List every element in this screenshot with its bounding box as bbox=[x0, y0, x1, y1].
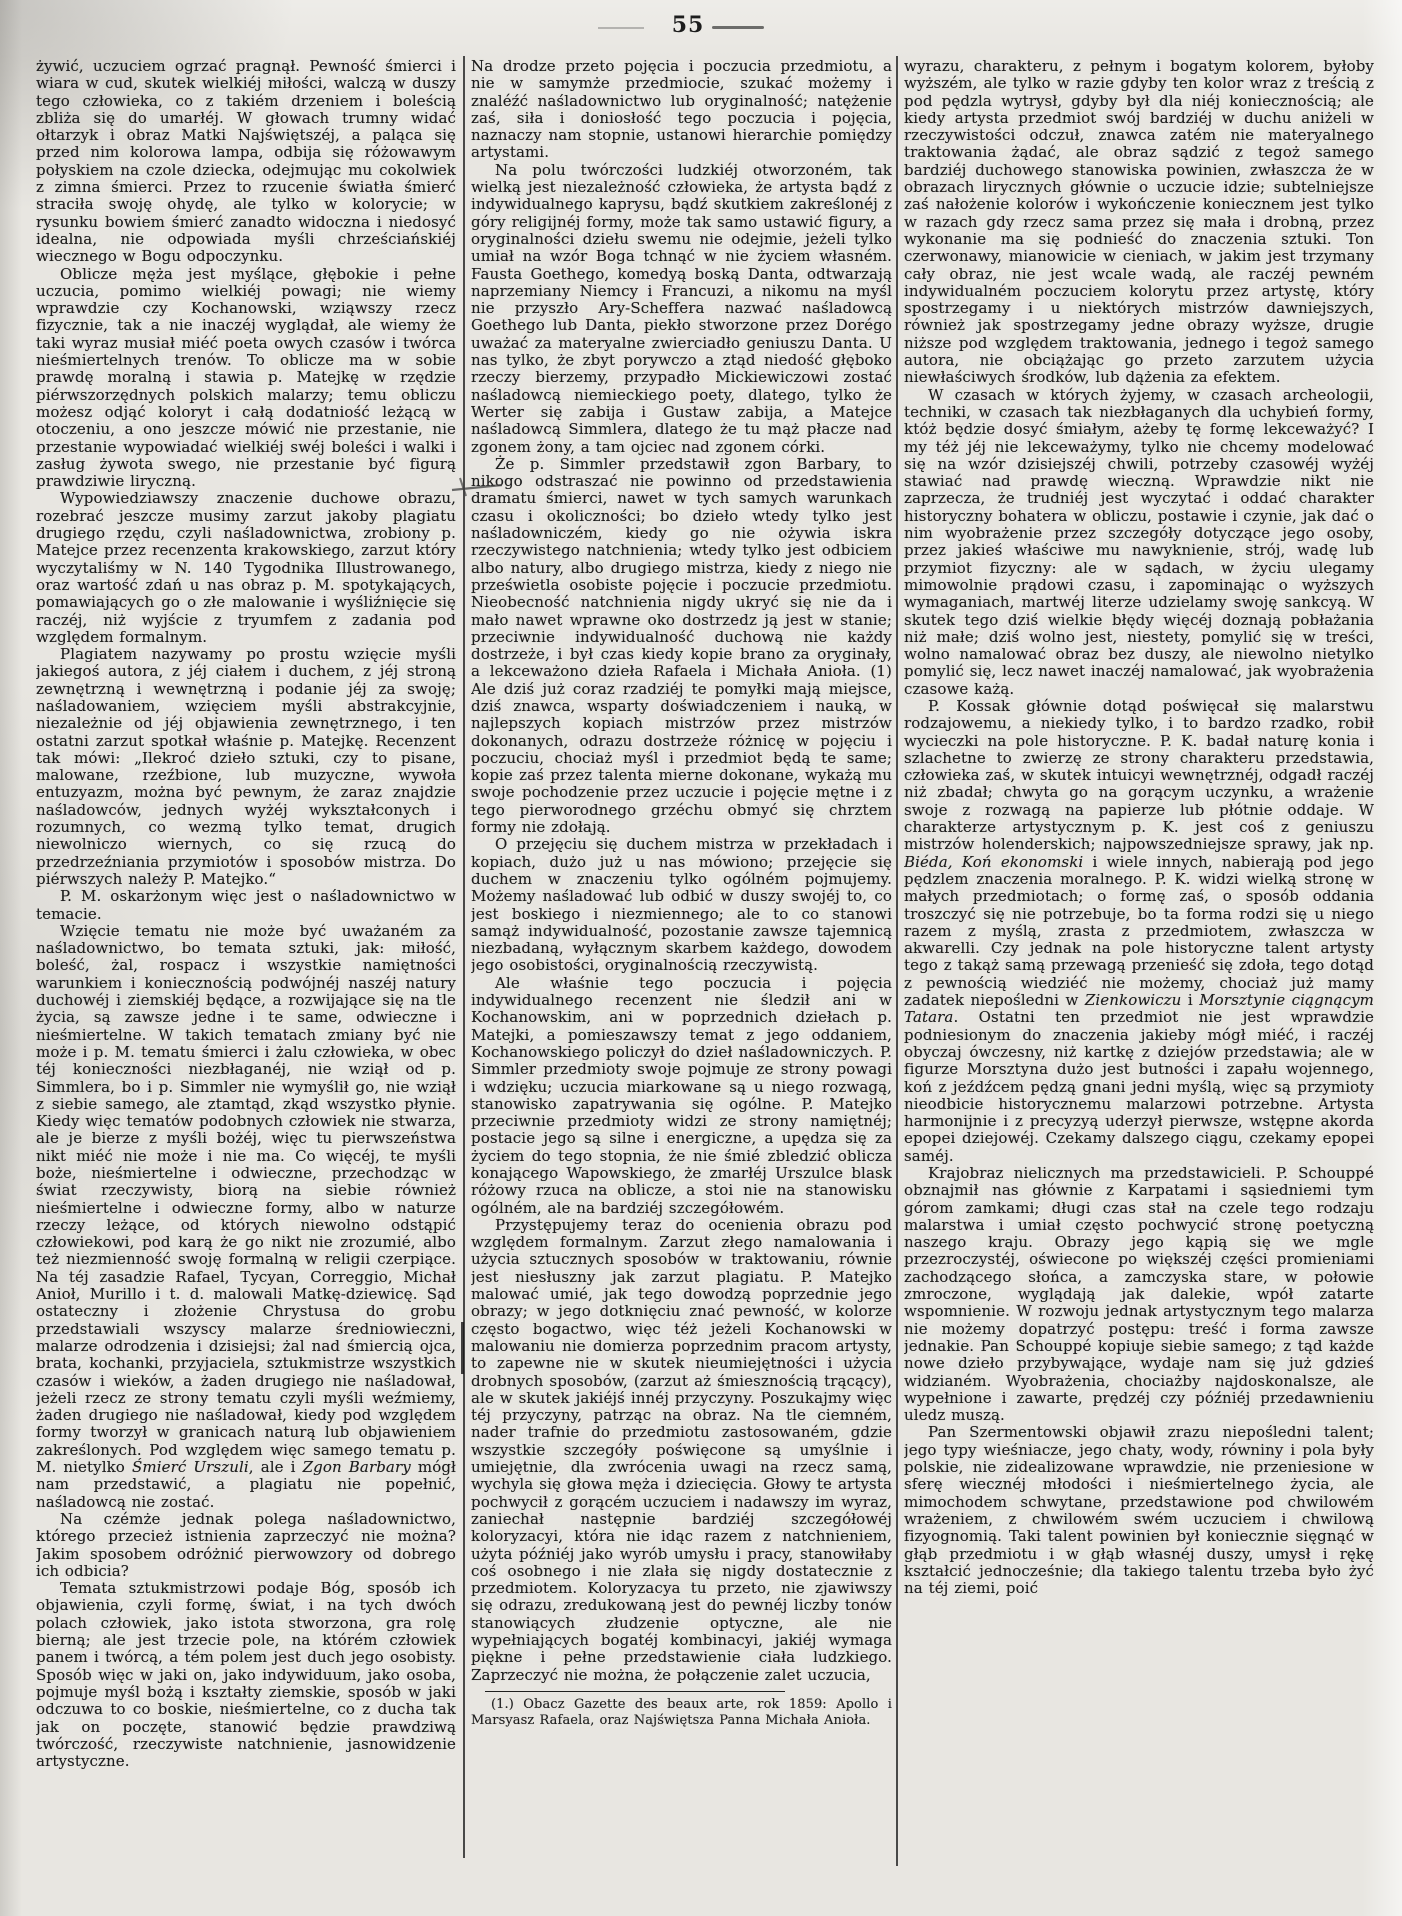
text-run: . Ostatni ten przedmiot nie jest wprawdzie podniesionym do znaczenia jakieby mógł miéć, i raczéj obyczaj ówczesny, niż kartkę z dziejów przedstawia; ale w figurze Morsztyna dużo jest butności i zapału wojennego, koń z jeźdźcem pędzą gnani jedni myślą, więc są przymioty nieodbicie historycznemu malarzowi potrzebne. Artysta harmonijnie i z precyzyą uderzył pierwsze, wstępne akorda epopei dziejowéj. Czekamy dalszego ciągu, czekamy epopei saméj. bbox=[904, 1008, 1374, 1165]
text-run: mógł nam przedstawić, a plagiatu nie popełnić, naśladowcą nie zostać. bbox=[36, 1458, 456, 1511]
paragraph bbox=[36, 923, 456, 1511]
pen-mark-icon bbox=[450, 474, 508, 500]
text-run: Przystępujemy teraz do ocenienia obrazu pod względem formalnym. Zarzut złego namalowania i użycia sztucznych sposobów w traktowaniu, równie jest niesłuszny jak zarzut plagiatu. P. Matejko malować umié, jak tego dowodzą poprzednie jego obrazy; w jego dotknięciu znać pewność, w kolorze często bogactwo, więc téż jeżeli Kochanowski w malowaniu nie domierza poprzednim pracom artysty, to zapewne nie w skutek nieumiejętności i użycia drobnych sposobów, (zarzut aż śmiesznością trącący), ale w skutek jakiéjś innéj przyczyny. Poszukajmy więc téj przyczyny, patrząc na obraz. Na tle ciemném, nader trafnie do przedmiotu zastosowaném, gdzie wszystkie szczegóły poświęcone są umyślnie i umiejętnie, dla zwrócenia uwagi na rzecz samą, wychyla się głowa męża i dziecięcia. Głowy te artysta pochwycił z gorącém uczuciem i nadawszy im wyraz, zaniechał następnie bardziéj szczegółowéj koloryzacyi, która nie idąc razem z natchnieniem, użyta późniéj jako wyrób umysłu i pracy, stanowiłaby coś osobnego i nie zlała się nigdy dostatecznie z przedmiotem. Koloryzacya tu przeto, nie zjawiwszy się odrazu, zredukowaną jest do pewnéj liczby tonów stanowiących złudzenie optyczne, ale nie wypełniających bogatéj kombinacyi, jakiéj wymaga piękne i pełne przedstawienie ciała ludzkiego. Zaprzeczyć nie można, że połączenie zalet uczucia, bbox=[471, 1215, 892, 1684]
text-run: żywić, uczuciem ogrzać pragnął. Pewność śmierci i wiara w cud, skutek wielkiéj miłości, walczą w duszy tego człowieka, co z takiém drzeniem i boleścią zbliża się do umarłéj. W głowach trumny widać ołtarzyk i obraz Matki Najświętszéj, a paląca się przed nim kolorowa lampa, odbija się różowawym połyskiem na czole dziecka, odejmując mu cokolwiek z zimna śmierci. Przez to rzucenie światła śmierć straciła swoję ohydę, ale tylko w kolorycie; w rysunku bowiem śmierć zanadto widoczna i niedosyć idealna, nie odpowiada myśli chrześciańskiéj wiecznego w Bogu odpoczynku. bbox=[36, 58, 456, 266]
text-run: P. Kossak głównie dotąd poświęcał się malarstwu rodzajowemu, a niekiedy tylko, i to bardzo rzadko, robił wycieczki na pole historyczne. P. K. badał naturę konia i szlachetne to zwierzę ze strony charakteru przedstawia, człowieka zaś, w skutek intuicyi wewnętrznéj, odgadł raczéj niż zbadał; chwyta go na gorącym uczynku, a wrażenie swoje z rozwagą na papierze lub płótnie oddaje. W charakterze artystycznym p. K. jest coś z geniuszu mistrzów holenderskich; najpowszedniejsze sprawy, jak np. bbox=[904, 696, 1374, 854]
paragraph bbox=[36, 1580, 456, 1770]
column-divider-1 bbox=[463, 56, 465, 1858]
text-run: Temata sztukmistrzowi podaje Bóg, sposób ich objawienia, czyli formę, świat, i na tych dwóch polach człowiek, jako istota stworzona, gra rolę bierną; ale jest trzecie pole, na którém człowiek panem i twórcą, a tém polem jest duch jego osobisty. Sposób więc w jaki on, jako indywiduum, jako osoba, pojmuje myśl bożą i kształty ziemskie, sposób w jaki odczuwa to co boskie, nieśmiertelne, co z ducha tak jak on poczęte, stanowić będzie prawdziwą twórczość, rzeczywiste natchnienie, jasnowidzenie artystyczne. bbox=[36, 1579, 456, 1771]
italic-run: Morsztynie ciągnącym Tatara bbox=[904, 991, 1374, 1027]
footnote-text: (1.) Obacz Gazette des beaux arte, rok 1859: Apollo i Marsyasz Rafaela, oraz Najświętsza Panna Michała Anioła. bbox=[471, 1696, 892, 1728]
column-divider-1-ink-blot bbox=[461, 1322, 464, 1374]
text-column-1 bbox=[36, 58, 456, 1853]
paragraph bbox=[36, 1511, 456, 1580]
text-run: i bbox=[1181, 991, 1200, 1010]
paragraph bbox=[904, 387, 1374, 698]
italic-run: Biéda, Koń ekonomski bbox=[904, 852, 1084, 871]
text-run: Wypowiedziawszy znaczenie duchowe obrazu, rozebrać jeszcze musimy zarzut jakoby plagiatu drugiego rzędu, czyli naśladownictwa, zrobiony p. Matejce przez recenzenta krakowskiego, zarzut który wyczytaliśmy w N. 140 Tygodnika Illustrowanego, oraz wartość zdań u nas obraz p. M. spotykających, pomawiających go o złe malowanie i wyśliźnięcie się raczéj, niż wyjście z tryumfem z zadania pod względem formalnym. bbox=[36, 489, 456, 646]
text-run: P. M. oskarżonym więc jest o naśladownictwo w temacie. bbox=[36, 887, 456, 923]
text-column-2 bbox=[471, 58, 892, 1866]
footnote-rule bbox=[485, 1691, 785, 1692]
italic-run: Zgon Barbary bbox=[302, 1458, 411, 1477]
italic-run: Zienkowiczu bbox=[1084, 991, 1182, 1010]
text-run: Oblicze męża jest myślące, głębokie i pełne uczucia, pomimo wielkiéj powagi; nie wiemy wprawdzie czy Kochanowski, wziąwszy rzecz fizycznie, tak a nie inaczéj wyglądał, ale wiemy że taki wyraz musiał miéć poeta owych czasów i twórca nieśmiertelnych trenów. To oblicze ma w sobie prawdę moralną i stawia p. Matejkę w rzędzie piérwszorzędnych polskich malarzy; temu obliczu możesz odjąć koloryt i całą dodatniość leżącą w otoczeniu, a ono jeszcze mówić nie przestanie, nie przestanie wypowiadać wielkiéj swéj boleści i walki i zasług żywota swego, nie przestanie być figurą prawdziwie liryczną. bbox=[36, 264, 456, 491]
text-column-3 bbox=[904, 58, 1374, 1870]
paragraph bbox=[471, 975, 892, 1217]
paragraph bbox=[36, 58, 456, 266]
page-number: 55 bbox=[671, 12, 705, 38]
paragraph bbox=[36, 888, 456, 923]
paragraph bbox=[904, 1424, 1374, 1597]
text-run: i wiele innych, nabierają pod jego pędzlem znaczenia moralnego. P. K. widzi wielką stronę w małych przedmiotach; o formę zaś, o sposób oddania troszczyć się nie potrzebuje, bo ta forma rodzi się u niego razem z myślą, zrasta z przedmiotem, zwłaszcza w akwarelli. Czy jednak na pole historyczne talent artysty tego z takąż samą przewagą przenieść się zdoła, tego dotąd z pewnością wiedziéć nie możemy, chociaż już mamy zadatek niepośledni w bbox=[904, 852, 1374, 1010]
text-run: Krajobraz nielicznych ma przedstawicieli. P. Schouppé obznajmił nas głównie z Karpatami i sąsiedniemi tym górom zamkami; długi czas stał na czele tego rodzaju malarstwa i umiał często pochwycić stronę poetyczną naszego kraju. Obrazy jego kąpią się we mgle przezroczystéj, oświecone po większéj części promieniami zachodzącego słońca, a zamczyska stare, w połowie zmroczone, wyglądają jak dalekie, wpół zatarte wspomnienie. W rozwoju jednak artystycznym tego malarza nie możemy dopatrzyć postępu: treść i forma zawsze jednakie. Pan Schouppé kopiuje siebie samego; z tąd każde nowe dzieło przybywające, wydaje nam się już gdzieś widzianém. Wyobrażenia, chociażby najdoskonalsze, ale wypełnione i zawarte, prędzéj czy późniéj przedawnieniu uledz muszą. bbox=[904, 1164, 1374, 1425]
text-run: wyrazu, charakteru, z pełnym i bogatym kolorem, byłoby wyższém, ale tylko w razie gdyby ten kolor wraz z treścią z pod pędzla wytrysł, gdyby był dla niéj koniecznością; ale kiedy artysta przedmiot swój bardziéj w duchu aniżeli w rzeczywistości odczuł, znawca zatém nie materyalnego traktowania żądać, ale obraz sądzić z tegoż samego bardziéj duchowego stanowiska powinien, zwłaszcza że w obrazach lirycznych głównie o uczucie idzie; subtelniejsze zaś nałożenie kolorów i wykończenie koniecznem jest tylko w razach gdy rzecz sama przez się mała i drobną, przez wykonanie ma się podnieść do znaczenia sztuki. Ton czerwonawy, mianowicie w cieniach, w jakim jest trzymany cały obraz, nie jest wcale wadą, ale raczéj pewném indywidualném poczuciem kolorytu przez artystę, który spostrzegamy i u niektórych mistrzów dawniejszych, również jak spostrzegamy jedne obrazy wyższe, drugie niższe pod względem traktowania, jednego i tegoż samego autora, nie obciążając go przeto zarzutem użycia niewłaściwych środków, lub dążenia za efektem. bbox=[904, 58, 1374, 387]
paragraph bbox=[36, 266, 456, 491]
text-run: Że p. Simmler przedstawił zgon Barbary, to nikogo odstraszać nie powinno od przedstawienia dramatu śmierci, nawet w tych samych warunkach czasu i okoliczności; bo dzieło wtedy tylko jest naśladowniczém, kiedy go nie ożywia iskra rzeczywistego natchnienia; wtedy tylko jest odbiciem albo natury, albo drugiego mistrza, kiedy z niego nie prześwietla osobiste pojęcie i poczucie przedmiotu. Nieobecność natchnienia nigdy ukryć się nie da i mało nawet wprawne oko dostrzedz ją jest w stanie; przeciwnie indywidualność duchową nie każdy dostrzeże, i był czas kiedy kopie brano za oryginały, a lekceważono dzieła Rafaela i Michała Anioła. (1) Ale dziś już coraz rzadziéj te pomyłki mają miejsce, dziś znawca, wsparty doświadczeniem i nauką, w najlepszych kopiach mistrzów przez mistrzów dokonanych, odrazu dostrzeże różnicę w pojęciu i poczuciu, chociaż myśl i przedmiot będą te same; kopie zaś przez talenta mierne dokonane, wykażą mu swoje pochodzenie przez uczucie i pojęcie mętne i z tego pierworodnego grzéchu obmyć się chrztem formy nie zdołają. bbox=[471, 454, 892, 837]
text-run: , ale i bbox=[248, 1458, 303, 1477]
text-run: Plagiatem nazywamy po prostu wzięcie myśli jakiegoś autora, z jéj ciałem i duchem, z jéj stroną zewnętrzną i wewnętrzną i podanie jéj za swoję; naśladowaniem, wzięciem myśli abstrakcyjnie, niezależnie od jéj objawienia zewnętrznego, i ten ostatni zarzut spotkał właśnie p. Matejkę. Recenzent tak mówi: „Ilekroć dzieło sztuki, czy to pisane, malowane, rzeźbione, lub muzyczne, wywoła entuzyazm, można być pewnym, że zaraz znajdzie naśladowców, jednych wyżéj wykształconych i rozumnych, co wezmą tylko temat, drugich niewolniczo wiernych, co się rzucą do przedrzeźniania przymiotów i sposobów mistrza. Do piérwszych należy P. Matejko.“ bbox=[36, 645, 456, 888]
header-left-dash bbox=[598, 27, 644, 29]
text-run: Na drodze przeto pojęcia i poczucia przedmiotu, a nie w samymże przedmiocie, szukać możemy i znaléźć naśladownictwo lub oryginalność; natężenie zaś, siła i doniosłość tego poczucia i pojęcia, naznaczy nam stopnie, ustanowi hierarchie pomiędzy artystami. bbox=[471, 58, 892, 162]
footnote-block bbox=[471, 1691, 892, 1728]
paragraph bbox=[471, 456, 892, 837]
text-run: W czasach w których żyjemy, w czasach archeologii, techniki, w czasach tak niezbłaganych dla uchybień formy, któż będzie dosyć śmiałym, ażeby tę formę lekceważyć? I my téż jéj nie lekceważymy, tylko nie chcemy modelować się na wzór dzisiejszéj chwili, potrzeby czasowéj wyżéj stawiać nad prawdę wieczną. Wprawdzie nikt nie zaprzecza, że trudniéj jest wyczytać i oddać charakter historyczny bohatera w obliczu, postawie i czynie, jak dać o nim wyobrażenie przez szczegóły dotyczące jego osoby, przez jakieś właściwe mu nawyknienie, strój, wadę lub przymiot fizyczny: ale w sądach, w życiu ulegamy mimowolnie prądowi czasu, i zapominając o wyższych wymaganiach, martwéj literze udzielamy swoję sankcyą. W skutek tego dziś wielkie błędy więcéj doznają pobłażania niż małe; dziś wolno jest, niestety, pomylić się w treści, wolno namalować obraz bez duszy, ale niewolno nietylko pomylić się, lecz nawet inaczéj namalować, jak wyobrażenia czasowe każą. bbox=[904, 385, 1374, 698]
paragraph bbox=[471, 58, 892, 162]
paragraph bbox=[36, 646, 456, 888]
paragraph bbox=[471, 162, 892, 456]
text-run: O przejęciu się duchem mistrza w przekładach i kopiach, dużo już u nas mówiono; przejęcie się duchem w znaczeniu tylko ogólném pojmujemy. Możemy naśladować lub odbić w duszy swojéj to, co jest boskiego i niezmiennego; ale to co stanowi samąż indywidualność, pozostanie zawsze tajemnicą niezbadaną, wyłącznym skarbem każdego, dowodem jego osobistości, oryginalnością rzeczywistą. bbox=[471, 835, 892, 975]
paragraph bbox=[904, 1165, 1374, 1424]
text-run: Na czémże jednak polega naśladownictwo, którego przecież istnienia zaprzeczyć nie można? Jakim sposobem odróżnić pierwowzory od dobrego ich odbicia? bbox=[36, 1509, 456, 1580]
paragraph bbox=[471, 1217, 892, 1684]
text-run: Pan Szermentowski objawił zrazu niepośledni talent; jego typy wieśniacze, jego chaty, wody, równiny i pola były polskie, nie zidealizowane wprawdzie, nie przeniesione w sferę wiecznéj młodości i nieśmiertelnego życia, ale mimochodem schwytane, przedstawione pod chwilowém wrażeniem, z chwilowém swém uczuciem i chwilową fizyognomią. Taki talent powinien był koniecznie sięgnąć w głąb przedmiotu i w głąb własnéj duszy, umysł i rękę kształcić jednocześnie; dla takiego talentu trzeba było żyć na téj ziemi, poić bbox=[904, 1423, 1374, 1598]
italic-run: Śmierć Urszuli bbox=[132, 1458, 249, 1477]
paragraph bbox=[471, 836, 892, 974]
text-run: Ale właśnie tego poczucia i pojęcia indywidualnego recenzent nie śledził ani w Kochanowskim, ani w poprzednich dziełach p. Matejki, a pomieszawszy temat z jego oddaniem, Kochanowskiego policzył do dzieł naśladowniczych. P. Simmler przedmioty swoje pojmuje ze strony powagi i wdzięku; uczucia miarkowane są u niego rozwagą, stanowisko zapatrywania się ogólne. P. Matejko przeciwnie przedmioty widzi ze strony namiętnéj; postacie jego są silne i energiczne, a upędza się za życiem do tego stopnia, że nie śmié zbledzić oblicza konającego Wapowskiego, że zmarłéj Urszulce blask różowy rzuca na oblicze, a stoi nie na stanowisku ogólném, ale na bardziéj szczegółowém. bbox=[471, 973, 892, 1217]
column-divider-2 bbox=[896, 56, 898, 1866]
text-run: Na polu twórczości ludzkiéj otworzoném, tak wielką jest niezależność człowieka, że artysta bądź z indywidualnego kaprysu, bądź skutkiem zakreślonéj z góry religijnéj formy, może tak samo ustawić figury, a oryginalności dziełu swemu nie odejmie, jeżeli tylko umiał na wzór Boga tchnąć w nie życiem własném. Fausta Goethego, komedyą boską Danta, odtwarzają naprzemiany Niemcy i Francuzi, a nikomu na myśl nie przyszło Ary-Scheffera nazwać naśladowcą Goethego lub Danta, piekło stworzone przez Dorégo uważać za materyalne zwierciadło geniuszu Danta. U nas tylko, że zbyt porywczo a ztąd niedość głęboko rzeczy bierzemy, przypadło Mickiewiczowi zostać naśladowcą niemieckiego poety, dlatego, tylko że Werter się zabija i Gustaw zabija, a Matejce naśladowcą Simmlera, dlatego że tu mąż płacze nad zgonem żony, a tam ojciec nad zgonem córki. bbox=[471, 160, 892, 456]
paragraph bbox=[904, 58, 1374, 387]
header-right-dash bbox=[712, 26, 764, 29]
paragraph bbox=[36, 490, 456, 646]
text-run: Wzięcie tematu nie może być uważaném za naśladownictwo, bo temata sztuki, jak: miłość, boleść, żal, rospacz i wszystkie namiętności warunkiem i koniecznością podwójnéj naszéj natury duchowéj i ziemskiéj będące, a rozwijające się na tle życia, są zawsze jedne i te same, odwieczne i nieśmiertelne. W takich tematach zmiany być nie może i p. M. tematu śmierci i żalu człowieka, w obec téj konieczności niezbłaganéj, nie wziął od p. Simmlera, bo i p. Simmler nie wymyślił go, nie wziął z siebie samego, ale ztamtąd, zkąd wszystko płynie. Kiedy więc tematów podobnych człowiek nie stwarza, ale je bierze z myśli bożéj, więc tu pierwszeństwa nikt miéć nie może i nie ma. Co więcéj, te myśli boże, nieśmiertelne i odwieczne, przechodząc w świat rzeczywisty, biorą na siebie również nieśmiertelne i odwieczne formy, albo w naturze rzeczy leżące, od których niewolno odstąpić człowiekowi, pod karą że go nikt nie zrozumié, albo też niezmienność swoję formalną w religii czerpiące. Na téj zasadzie Rafael, Tycyan, Correggio, Michał Anioł, Murillo i t. d. malowali Matkę-dziewicę. Sąd ostateczny i złożenie Chrystusa do grobu przedstawiali wszyscy malarze średniowieczni, malarze odrodzenia i dzisiejsi; żal nad śmiercią ojca, brata, kochanki, przyjaciela, sztukmistrze wszystkich czasów i wieków, a żaden drugiego nie naśladował, jeżeli rzecz ze strony tematu czyli myśli weźmiemy, żaden drugiego nie naśladował, kiedy pod względem formy tworzył w granicach naturą lub objawieniem zakreślonych. Pod względem więc samego tematu p. M. nietylko bbox=[36, 921, 456, 1477]
paragraph bbox=[904, 698, 1374, 1165]
